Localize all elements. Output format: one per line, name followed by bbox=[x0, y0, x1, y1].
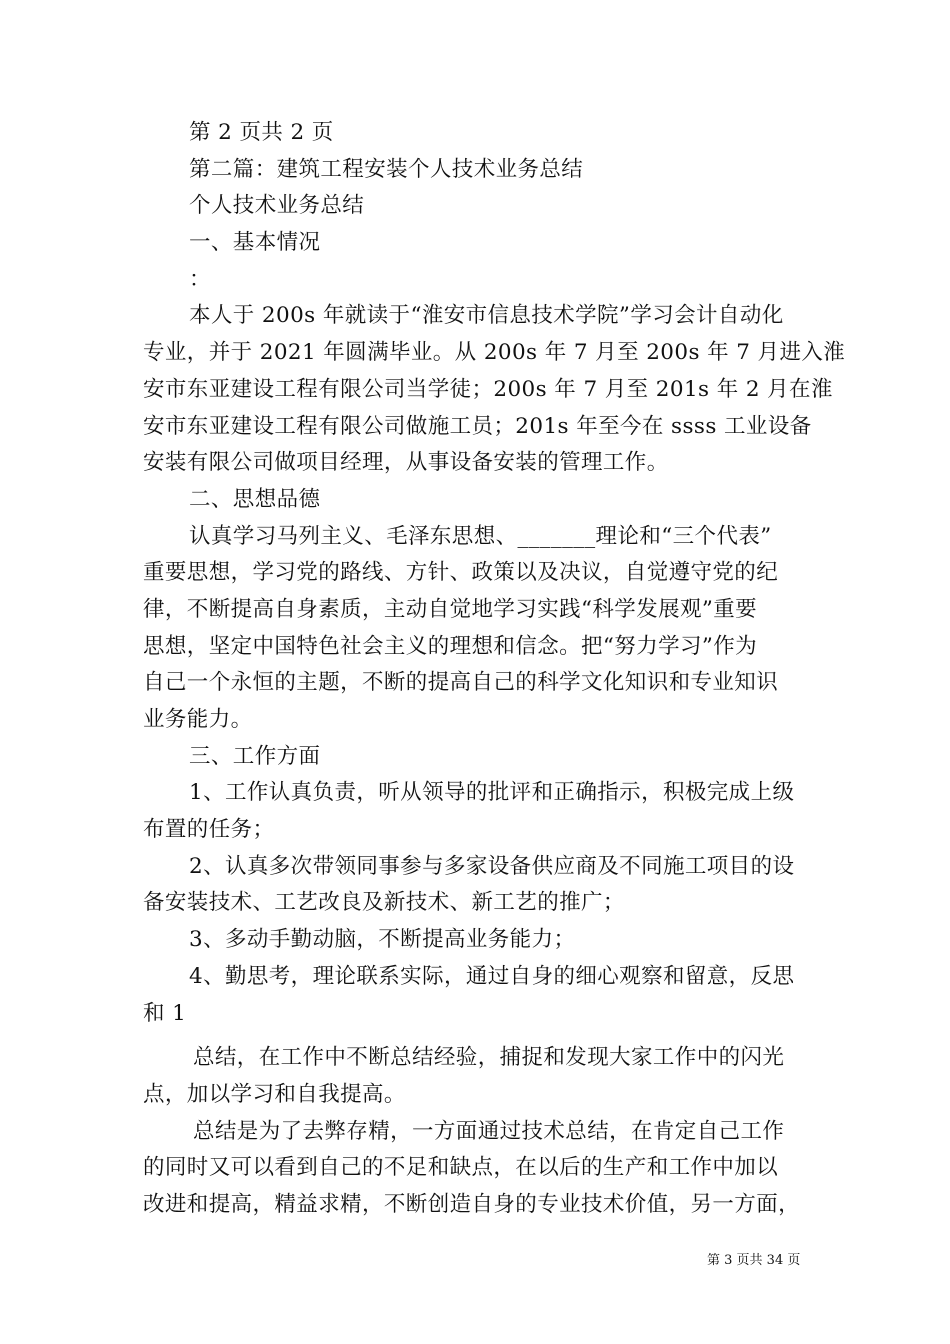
document-body bbox=[143, 115, 846, 1224]
paragraph-line: 认真学习马列主义、毛泽东思想、_______理论和“三个代表” bbox=[189, 523, 772, 549]
list-item-2: 2、认真多次带领同事参与多家设备供应商及不同施工项目的设 bbox=[189, 853, 795, 879]
document-title: 个人技术业务总结 bbox=[189, 193, 365, 219]
paragraph-line: 安市东亚建设工程有限公司做施工员；201s 年至今在 ssss 工业设备 bbox=[143, 413, 812, 439]
paragraph-line: 总结是为了去弊存精，一方面通过技术总结，在肯定自己工作 bbox=[193, 1118, 785, 1144]
list-item-1-cont: 布置的任务； bbox=[143, 817, 275, 843]
list-item-1: 1、工作认真负责，听从领导的批评和正确指示，积极完成上级 bbox=[189, 780, 795, 806]
paragraph-line: 改进和提高，精益求精，不断创造自身的专业技术价值，另一方面， bbox=[143, 1191, 801, 1217]
line-gap bbox=[143, 1032, 815, 1040]
paragraph-line: 自己一个永恒的主题，不断的提高自己的科学文化知识和专业知识 bbox=[143, 670, 779, 696]
paragraph-line: 重要思想，学习党的路线、方针、政策以及决议，自觉遵守党的纪 bbox=[143, 560, 779, 586]
paragraph-line: 安装有限公司做项目经理，从事设备安装的管理工作。 bbox=[143, 450, 669, 476]
heading-basic-info: 一、基本情况 bbox=[189, 230, 321, 256]
heading-ideology: 二、思想品德 bbox=[189, 486, 321, 512]
paragraph-line: 业务能力。 bbox=[143, 707, 253, 732]
paragraph-line: 专业，并于 2021 年圆满毕业。从 200s 年 7 月至 200s 年 7 月进入淮 bbox=[143, 340, 846, 366]
paragraph-line: 安市东亚建设工程有限公司当学徒；200s 年 7 月至 201s 年 2 月在淮 bbox=[143, 376, 833, 402]
paragraph-line: 点，加以学习和自我提高。 bbox=[143, 1081, 406, 1107]
list-item-2-cont: 备安装技术、工艺改良及新技术、新工艺的推广； bbox=[143, 890, 625, 916]
page-number-footer: 第 3 页共 34 页 bbox=[707, 1253, 801, 1268]
paragraph-line: 律，不断提高自身素质，主动自觉地学习实践“科学发展观”重要 bbox=[143, 596, 758, 622]
paragraph-line: 思想，坚定中国特色社会主义的理想和信念。把“努力学习”作为 bbox=[143, 633, 758, 659]
section-title: 第二篇：建筑工程安装个人技术业务总结 bbox=[189, 156, 584, 182]
list-item-4: 4、勤思考，理论联系实际，通过自身的细心观察和留意，反思 bbox=[189, 963, 795, 989]
list-item-3: 3、多动手勤动脑，不断提高业务能力； bbox=[189, 927, 576, 953]
paragraph-line: 本人于 200s 年就读于“淮安市信息技术学院”学习会计自动化 bbox=[189, 303, 784, 329]
prev-page-marker: 第 2 页共 2 页 bbox=[189, 120, 334, 145]
paragraph-line: 的同时又可以看到自己的不足和缺点，在以后的生产和工作中加以 bbox=[143, 1155, 779, 1181]
list-item-4-cont: 和 1 bbox=[143, 1000, 187, 1026]
paragraph-line: 总结，在工作中不断总结经验，捕捉和发现大家工作中的闪光 bbox=[193, 1045, 785, 1071]
colon-line: ： bbox=[189, 266, 211, 292]
heading-work: 三、工作方面 bbox=[189, 743, 321, 769]
